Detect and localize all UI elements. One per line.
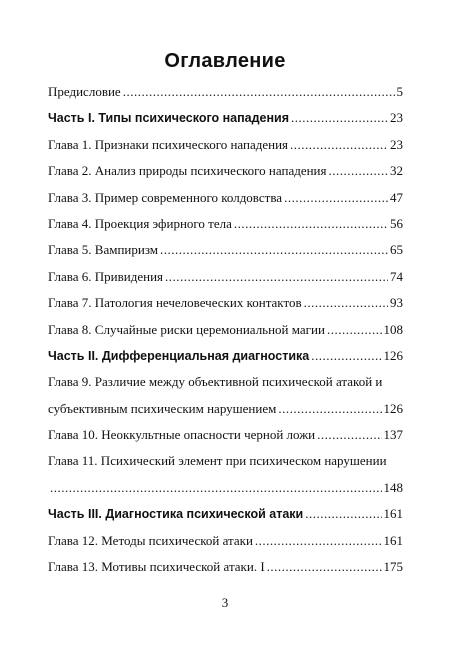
toc-entry-page: 23 — [390, 110, 403, 126]
toc-entry-page: 74 — [390, 268, 403, 284]
toc-entry-page: 161 — [383, 506, 403, 522]
toc-entry-page: 65 — [390, 242, 403, 258]
toc-entry — [48, 428, 403, 454]
dot-leader — [278, 402, 381, 416]
dot-leader — [267, 560, 382, 574]
toc-entry-page: 161 — [383, 532, 403, 548]
dot-leader — [311, 349, 381, 363]
toc-entry-page: 148 — [383, 479, 403, 495]
toc-entry — [48, 560, 403, 586]
dot-leader — [317, 428, 381, 442]
toc-entry-page: 5 — [396, 84, 403, 99]
toc-entry-page: 32 — [390, 163, 403, 179]
toc-part-entry — [48, 111, 403, 137]
toc-entry — [48, 243, 403, 269]
toc-entry-multiline — [48, 375, 403, 428]
dot-leader — [327, 323, 382, 337]
toc-entry-title: Глава 4. Проекция эфирного тела — [48, 215, 232, 231]
toc-entry — [48, 534, 403, 560]
dot-leader — [255, 534, 382, 548]
toc-entry-title: Глава 10. Неоккультные опасности черной ложи — [48, 427, 316, 443]
toc-heading: Оглавление — [164, 50, 286, 72]
toc-entry-title-line2: субъективным психическим нарушением — [48, 400, 277, 416]
dot-leader — [234, 217, 388, 231]
toc-entry-title: Глава 5. Вампиризм — [48, 242, 158, 258]
toc-entry-title: Глава 6. Привидения — [48, 268, 164, 284]
toc-entry — [48, 217, 403, 243]
toc-entry-title: Глава 8. Случайные риски церемониальной магии — [48, 321, 325, 337]
toc-entry — [48, 191, 403, 217]
toc-entry-page: 108 — [383, 321, 403, 337]
toc-entry — [48, 296, 403, 322]
dot-leader — [290, 138, 388, 152]
toc-entry — [48, 138, 403, 164]
toc-entry-multiline — [48, 454, 403, 507]
dot-leader — [165, 270, 388, 284]
toc-entry-title-line1: Глава 9. Различие между объективной психической атакой и — [48, 374, 383, 390]
dot-leader — [305, 507, 381, 521]
toc-entry-title: Глава 12. Методы психической атаки — [48, 532, 253, 548]
toc-entry-title: Часть II. Дифференциальная диагностика — [48, 348, 310, 363]
toc-entry — [48, 85, 403, 111]
toc-entry-title: Предисловие — [48, 84, 121, 99]
toc-entry — [48, 164, 403, 190]
toc-entry-title: Глава 1. Признаки психического нападения — [48, 136, 289, 152]
toc-entry-page: 47 — [390, 189, 403, 205]
dot-leader — [304, 296, 388, 310]
toc-entry-page: 23 — [390, 136, 403, 152]
dot-leader — [329, 164, 389, 178]
dot-leader — [160, 243, 388, 257]
toc-entry-title-line1: Глава 11. Психический элемент при психическом нарушении — [48, 453, 387, 469]
toc-entry — [48, 270, 403, 296]
toc-entry-title: Глава 2. Анализ природы психического нападения — [48, 163, 327, 179]
table-of-contents — [48, 85, 403, 586]
toc-entry-page: 175 — [383, 559, 403, 575]
dot-leader — [291, 111, 388, 125]
toc-entry — [48, 323, 403, 349]
toc-entry-title: Глава 3. Пример современного колдовства — [48, 189, 283, 205]
toc-entry-title: Часть I. Типы психического нападения — [48, 111, 290, 126]
toc-entry-page: 126 — [383, 347, 403, 363]
page-number: 3 — [221, 595, 229, 610]
toc-entry-page: 126 — [383, 400, 403, 416]
dot-leader — [284, 191, 388, 205]
toc-entry-title: Часть III. Диагностика психической атаки — [48, 507, 304, 522]
toc-part-entry — [48, 349, 403, 375]
dot-leader — [50, 481, 382, 495]
toc-entry-title: Глава 13. Мотивы психической атаки. I — [48, 559, 265, 575]
toc-entry-page: 93 — [390, 295, 403, 311]
toc-entry-page: 137 — [383, 427, 403, 443]
toc-part-entry — [48, 507, 403, 533]
toc-entry-page: 56 — [390, 215, 403, 231]
dot-leader — [123, 85, 395, 99]
toc-entry-title: Глава 7. Патология нечеловеческих контактов — [48, 295, 302, 311]
